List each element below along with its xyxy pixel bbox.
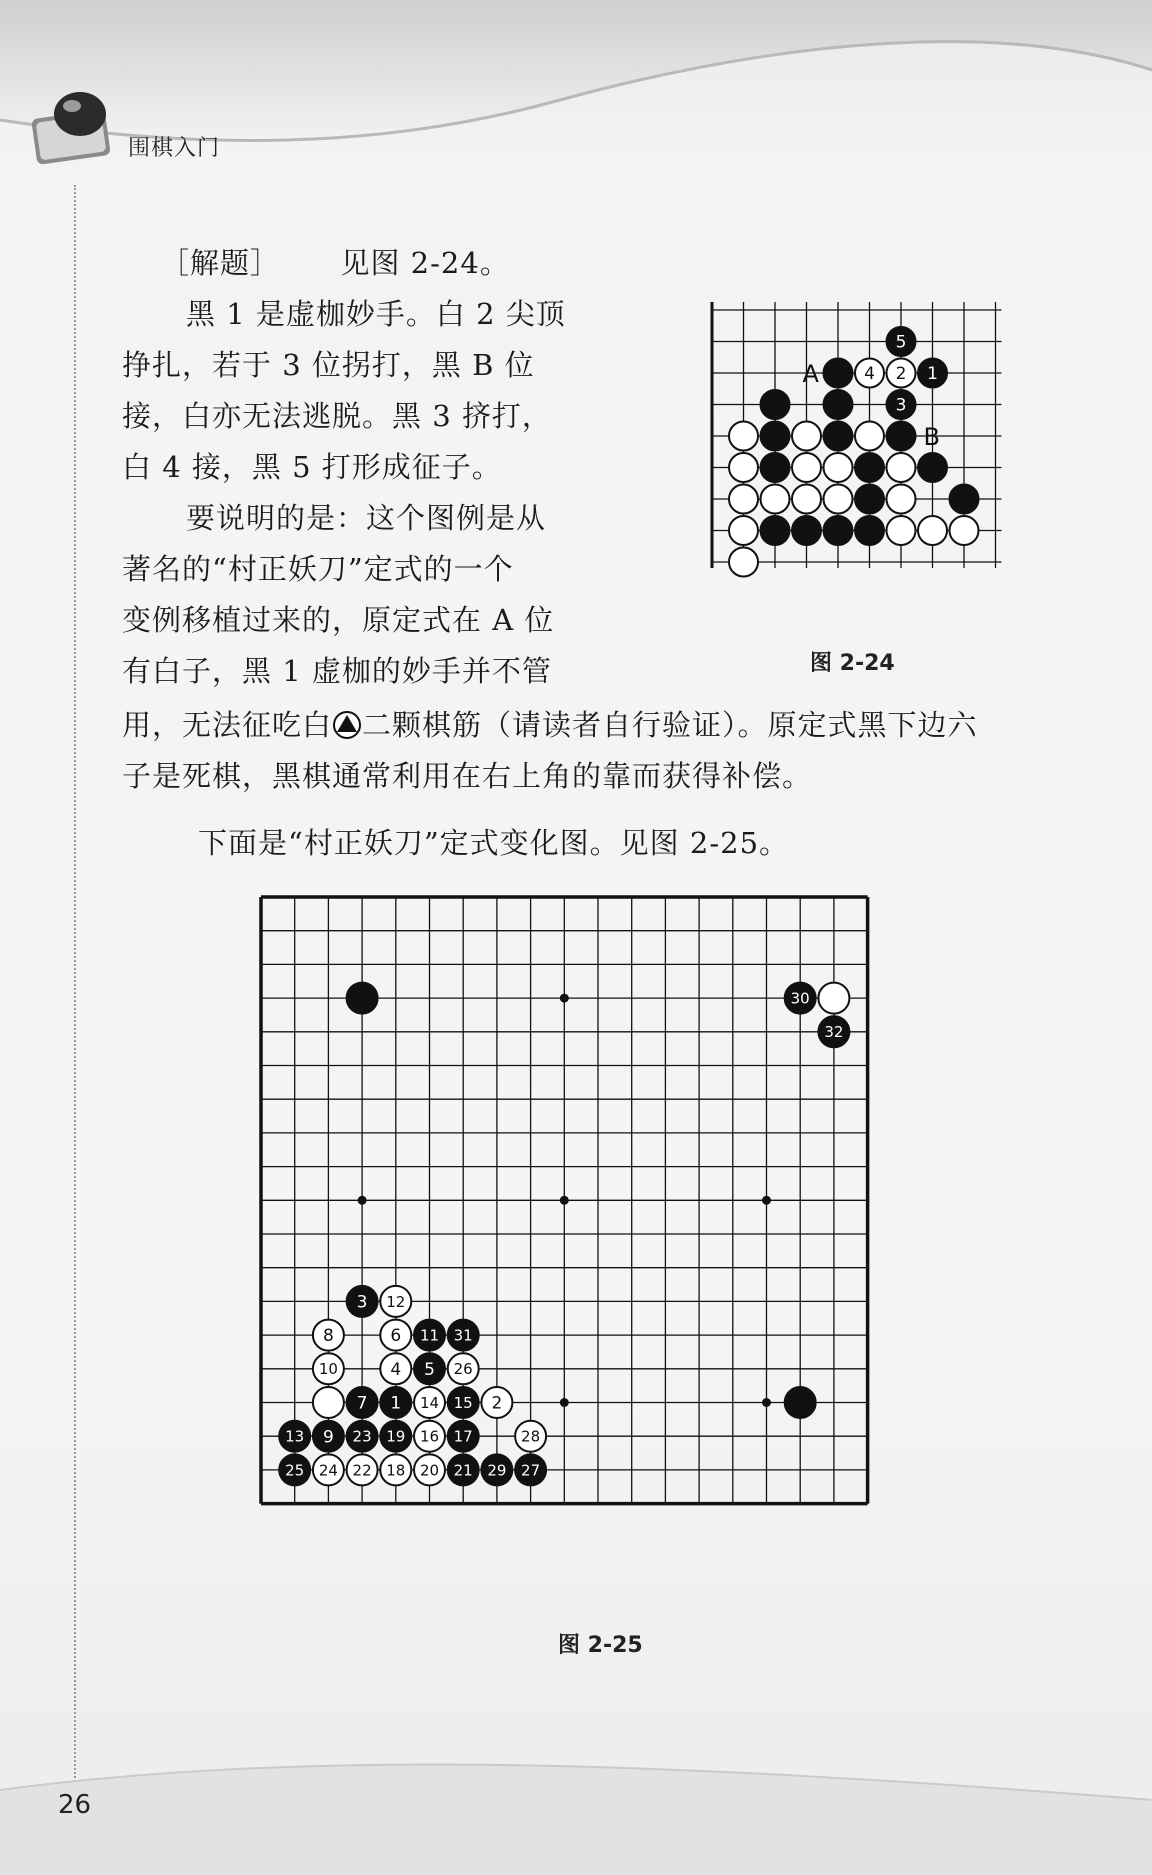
move-number: 31 bbox=[453, 1326, 473, 1345]
figure-2-25-board bbox=[250, 885, 960, 1585]
black-stone bbox=[950, 485, 979, 514]
move-number: 19 bbox=[386, 1427, 406, 1446]
move-number: 27 bbox=[521, 1461, 541, 1480]
move-number: 5 bbox=[424, 1359, 435, 1380]
move-number: 2 bbox=[895, 364, 907, 385]
white-stone bbox=[448, 1353, 479, 1384]
point-label-b: B bbox=[923, 423, 940, 451]
white-stone bbox=[950, 516, 979, 545]
black-stone bbox=[761, 453, 790, 482]
move-number: 7 bbox=[356, 1393, 368, 1414]
move-number: 14 bbox=[419, 1393, 440, 1412]
star-point bbox=[762, 1398, 771, 1407]
white-stone bbox=[729, 516, 758, 545]
black-stone bbox=[380, 1387, 411, 1418]
black-stone bbox=[414, 1320, 445, 1351]
see-figure-ref: 见图 2-24。 bbox=[340, 246, 510, 280]
black-stone bbox=[347, 1421, 378, 1452]
black-stone bbox=[818, 1016, 849, 1047]
white-stone bbox=[887, 516, 916, 545]
white-stone bbox=[792, 453, 821, 482]
black-stone bbox=[785, 1387, 816, 1418]
white-stone bbox=[824, 485, 853, 514]
paragraph-2-line bbox=[122, 700, 1082, 751]
paragraph-2-line: 有白子，黑 1 虚枷的妙手并不管 bbox=[122, 654, 552, 688]
white-stone bbox=[380, 1320, 411, 1351]
paragraph-1-line: 黑 1 是虚枷妙手。白 2 尖顶 bbox=[186, 297, 566, 331]
paragraph-2-line: 变例移植过来的，原定式在 A 位 bbox=[122, 603, 555, 637]
white-stone bbox=[729, 453, 758, 482]
paragraph-2-line: 子是死棋，黑棋通常利用在右上角的靠而获得补偿。 bbox=[122, 759, 813, 793]
move-number: 20 bbox=[419, 1461, 440, 1480]
black-stone bbox=[792, 516, 821, 545]
problem-label: ［解题］ bbox=[160, 246, 281, 280]
move-number: 11 bbox=[419, 1326, 440, 1345]
black-stone bbox=[855, 453, 884, 482]
star-point bbox=[560, 994, 569, 1003]
black-stone bbox=[481, 1454, 512, 1485]
move-number: 8 bbox=[322, 1326, 334, 1347]
black-stone bbox=[448, 1454, 479, 1485]
paragraph-3: 下面是“村正妖刀”定式变化图。见图 2-25。 bbox=[198, 826, 790, 860]
white-stone bbox=[792, 485, 821, 514]
white-stone bbox=[380, 1286, 411, 1317]
paragraph-1-line: 接，白亦无法逃脱。黑 3 挤打， bbox=[122, 399, 552, 433]
move-number: 16 bbox=[419, 1427, 440, 1446]
move-number: 25 bbox=[285, 1461, 305, 1480]
black-stone bbox=[918, 359, 947, 388]
move-number: 26 bbox=[453, 1360, 473, 1379]
black-stone bbox=[380, 1421, 411, 1452]
star-point bbox=[560, 1196, 569, 1205]
white-stone bbox=[855, 359, 884, 388]
white-stone bbox=[481, 1387, 512, 1418]
move-number: 1 bbox=[390, 1393, 402, 1414]
move-number: 10 bbox=[318, 1360, 338, 1379]
move-number: 4 bbox=[390, 1359, 402, 1380]
point-label-a: A bbox=[802, 360, 819, 388]
black-stone bbox=[313, 1421, 344, 1452]
paragraph-2-line: 著名的“村正妖刀”定式的一个 bbox=[122, 552, 514, 586]
white-stone bbox=[313, 1454, 344, 1485]
white-stone bbox=[887, 453, 916, 482]
book-title: 围棋入门 bbox=[128, 136, 221, 161]
black-stone bbox=[347, 1286, 378, 1317]
black-stone bbox=[761, 422, 790, 451]
white-stone bbox=[414, 1387, 445, 1418]
black-stone bbox=[785, 983, 816, 1014]
black-stone bbox=[824, 422, 853, 451]
move-number: 23 bbox=[352, 1427, 372, 1446]
move-number: 13 bbox=[285, 1427, 305, 1446]
move-number: 6 bbox=[390, 1326, 402, 1347]
white-stone bbox=[887, 359, 916, 388]
problem-heading bbox=[122, 238, 642, 289]
go-stone-icon bbox=[54, 92, 106, 136]
white-stone bbox=[761, 485, 790, 514]
black-stone bbox=[824, 359, 853, 388]
text-span: 用，无法征吃白 bbox=[122, 708, 333, 742]
move-number: 24 bbox=[318, 1461, 338, 1480]
white-stone bbox=[347, 1454, 378, 1485]
star-point bbox=[762, 1196, 771, 1205]
white-stone bbox=[313, 1353, 344, 1384]
star-point bbox=[358, 1196, 367, 1205]
white-stone bbox=[729, 422, 758, 451]
black-stone bbox=[887, 422, 916, 451]
margin-rule bbox=[74, 185, 76, 1785]
black-stone bbox=[414, 1353, 445, 1384]
move-number: 3 bbox=[895, 395, 907, 416]
black-stone bbox=[279, 1421, 310, 1452]
figure-2-24-caption: 图 2-24 bbox=[810, 651, 895, 676]
white-stone bbox=[380, 1353, 411, 1384]
white-stone bbox=[792, 422, 821, 451]
white-stone bbox=[887, 485, 916, 514]
move-number: 30 bbox=[790, 989, 810, 1008]
black-stone bbox=[448, 1387, 479, 1418]
paragraph-2-line: 要说明的是：这个图例是从 bbox=[186, 501, 547, 535]
figure-2-24-board bbox=[700, 300, 1080, 620]
white-stone bbox=[818, 983, 849, 1014]
white-stone bbox=[414, 1421, 445, 1452]
move-number: 12 bbox=[386, 1292, 406, 1311]
black-stone bbox=[855, 516, 884, 545]
black-stone bbox=[448, 1320, 479, 1351]
move-number: 22 bbox=[352, 1461, 372, 1480]
white-stone bbox=[729, 485, 758, 514]
white-stone bbox=[515, 1421, 546, 1452]
white-stone bbox=[824, 453, 853, 482]
move-number: 1 bbox=[927, 364, 938, 385]
black-stone bbox=[515, 1454, 546, 1485]
black-stone bbox=[824, 516, 853, 545]
black-stone bbox=[761, 516, 790, 545]
black-stone bbox=[448, 1421, 479, 1452]
move-number: 18 bbox=[386, 1461, 406, 1480]
page-number: 26 bbox=[58, 1790, 92, 1820]
black-stone bbox=[918, 453, 947, 482]
triangle-marked-stone-icon bbox=[332, 710, 362, 740]
black-stone bbox=[761, 390, 790, 419]
move-number: 28 bbox=[521, 1427, 541, 1446]
move-number: 5 bbox=[895, 332, 907, 353]
move-number: 32 bbox=[824, 1023, 844, 1042]
move-number: 2 bbox=[491, 1393, 503, 1414]
header-emblem bbox=[28, 88, 124, 168]
black-stone bbox=[347, 1387, 378, 1418]
paragraph-1-line: 挣扎，若于 3 位拐打，黑 B 位 bbox=[122, 348, 535, 382]
white-stone bbox=[380, 1454, 411, 1485]
black-stone bbox=[887, 390, 916, 419]
text-span: 二颗棋筋（请读者自行验证）。原定式黑下边六 bbox=[362, 708, 978, 742]
white-stone bbox=[313, 1387, 344, 1418]
white-stone bbox=[855, 422, 884, 451]
move-number: 9 bbox=[322, 1427, 334, 1448]
full-width-text bbox=[122, 700, 1082, 869]
move-number: 3 bbox=[356, 1292, 368, 1313]
narrow-text-column bbox=[122, 238, 642, 697]
black-stone bbox=[855, 485, 884, 514]
black-stone bbox=[279, 1454, 310, 1485]
black-stone bbox=[347, 983, 378, 1014]
black-stone bbox=[824, 390, 853, 419]
move-number: 29 bbox=[487, 1461, 507, 1480]
white-stone bbox=[729, 548, 758, 577]
move-number: 15 bbox=[453, 1393, 473, 1412]
move-number: 21 bbox=[453, 1461, 473, 1480]
move-number: 17 bbox=[453, 1427, 473, 1446]
footer-decoration bbox=[0, 1720, 1152, 1875]
move-number: 4 bbox=[864, 364, 875, 385]
white-stone bbox=[918, 516, 947, 545]
star-point bbox=[560, 1398, 569, 1407]
black-stone bbox=[887, 327, 916, 356]
white-stone bbox=[414, 1454, 445, 1485]
white-stone bbox=[313, 1320, 344, 1351]
figure-2-25-caption: 图 2-25 bbox=[558, 1633, 643, 1658]
paragraph-1-line: 白 4 接，黑 5 打形成征子。 bbox=[122, 450, 502, 484]
